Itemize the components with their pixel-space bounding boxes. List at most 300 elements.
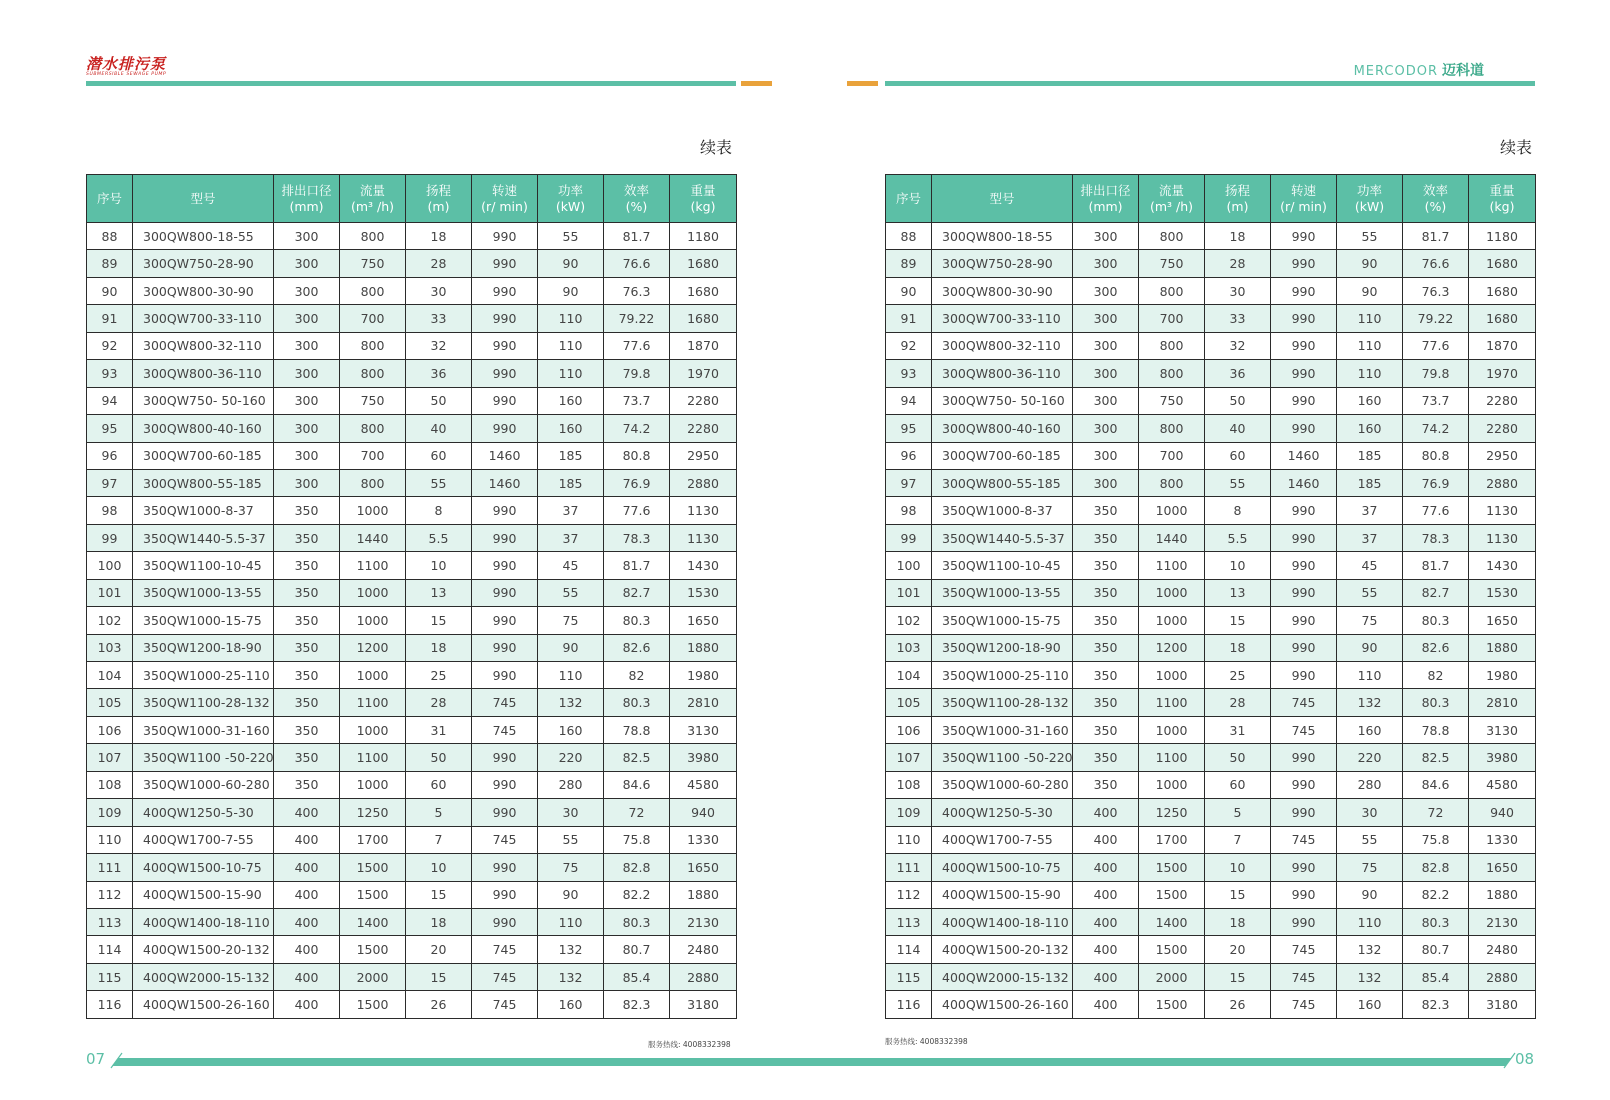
model-cell: 400QW2000-15-132 bbox=[932, 963, 1073, 990]
table-cell: 990 bbox=[472, 634, 538, 661]
table-cell: 30 bbox=[1205, 277, 1271, 304]
table-cell: 185 bbox=[1337, 469, 1403, 496]
table-cell: 76.9 bbox=[1403, 469, 1469, 496]
table-cell: 76.3 bbox=[1403, 277, 1469, 304]
table-cell: 350 bbox=[274, 524, 340, 551]
table-row bbox=[87, 634, 737, 661]
table-cell: 1500 bbox=[340, 881, 406, 908]
table-cell: 77.6 bbox=[604, 332, 670, 359]
table-cell: 1700 bbox=[340, 826, 406, 853]
table-cell: 400 bbox=[274, 991, 340, 1018]
table-cell: 1000 bbox=[340, 716, 406, 743]
table-header-row bbox=[87, 175, 737, 223]
table-cell: 91 bbox=[87, 305, 133, 332]
table-cell: 106 bbox=[87, 716, 133, 743]
table-cell: 1500 bbox=[1139, 936, 1205, 963]
table-cell: 990 bbox=[1271, 662, 1337, 689]
spec-table-left bbox=[86, 174, 737, 1019]
table-row bbox=[87, 908, 737, 935]
column-header: 排出口径 (mm) bbox=[274, 175, 340, 223]
table-cell: 350 bbox=[274, 662, 340, 689]
table-cell: 940 bbox=[1469, 799, 1536, 826]
table-cell: 300 bbox=[1073, 250, 1139, 277]
table-cell: 745 bbox=[1271, 689, 1337, 716]
table-cell: 50 bbox=[406, 387, 472, 414]
table-cell: 990 bbox=[1271, 579, 1337, 606]
table-cell: 80.3 bbox=[1403, 607, 1469, 634]
table-cell: 1100 bbox=[1139, 552, 1205, 579]
table-caption-right: 续表 bbox=[1500, 138, 1533, 157]
table-cell: 160 bbox=[1337, 716, 1403, 743]
table-cell: 10 bbox=[1205, 552, 1271, 579]
table-cell: 1680 bbox=[670, 277, 737, 304]
table-cell: 50 bbox=[1205, 387, 1271, 414]
model-cell: 350QW1100-28-132 bbox=[133, 689, 274, 716]
table-row bbox=[87, 469, 737, 496]
table-cell: 82.5 bbox=[604, 744, 670, 771]
model-cell: 400QW2000-15-132 bbox=[133, 963, 274, 990]
table-row bbox=[87, 991, 737, 1018]
table-cell: 990 bbox=[1271, 744, 1337, 771]
table-cell: 1870 bbox=[1469, 332, 1536, 359]
table-cell: 28 bbox=[406, 250, 472, 277]
table-cell: 72 bbox=[1403, 799, 1469, 826]
header-accent-left bbox=[741, 81, 772, 86]
table-cell: 350 bbox=[1073, 689, 1139, 716]
table-cell: 745 bbox=[472, 689, 538, 716]
table-cell: 300 bbox=[274, 223, 340, 250]
table-cell: 33 bbox=[406, 305, 472, 332]
table-cell: 1000 bbox=[1139, 716, 1205, 743]
table-cell: 50 bbox=[1205, 744, 1271, 771]
table-cell: 82.6 bbox=[1403, 634, 1469, 661]
table-cell: 1000 bbox=[1139, 662, 1205, 689]
table-cell: 745 bbox=[472, 936, 538, 963]
table-cell: 1460 bbox=[1271, 442, 1337, 469]
table-cell: 2000 bbox=[340, 963, 406, 990]
table-cell: 3980 bbox=[670, 744, 737, 771]
table-caption-left: 续表 bbox=[700, 138, 733, 157]
table-cell: 800 bbox=[340, 223, 406, 250]
table-cell: 73.7 bbox=[604, 387, 670, 414]
table-row bbox=[87, 579, 737, 606]
table-cell: 350 bbox=[1073, 662, 1139, 689]
table-cell: 745 bbox=[472, 716, 538, 743]
table-row bbox=[87, 360, 737, 387]
table-cell: 2000 bbox=[1139, 963, 1205, 990]
table-cell: 350 bbox=[274, 579, 340, 606]
table-cell: 990 bbox=[1271, 223, 1337, 250]
table-cell: 1430 bbox=[1469, 552, 1536, 579]
table-cell: 37 bbox=[538, 524, 604, 551]
table-row bbox=[87, 332, 737, 359]
table-cell: 1680 bbox=[1469, 250, 1536, 277]
table-cell: 1500 bbox=[340, 936, 406, 963]
table-row bbox=[87, 662, 737, 689]
table-cell: 82.8 bbox=[604, 854, 670, 881]
model-cell: 400QW1250-5-30 bbox=[932, 799, 1073, 826]
table-cell: 55 bbox=[538, 223, 604, 250]
model-cell: 400QW1500-10-75 bbox=[932, 854, 1073, 881]
table-cell: 700 bbox=[1139, 305, 1205, 332]
table-cell: 745 bbox=[472, 826, 538, 853]
table-cell: 80.3 bbox=[604, 908, 670, 935]
table-cell: 1000 bbox=[1139, 771, 1205, 798]
hotline-right: 服务热线: 4008332398 bbox=[885, 1037, 968, 1046]
table-cell: 5.5 bbox=[406, 524, 472, 551]
table-cell: 800 bbox=[1139, 332, 1205, 359]
table-cell: 90 bbox=[1337, 250, 1403, 277]
table-cell: 92 bbox=[886, 332, 932, 359]
column-header: 型号 bbox=[133, 175, 274, 223]
table-cell: 108 bbox=[87, 771, 133, 798]
table-cell: 101 bbox=[87, 579, 133, 606]
table-cell: 220 bbox=[538, 744, 604, 771]
table-cell: 2810 bbox=[670, 689, 737, 716]
table-cell: 82.3 bbox=[1403, 991, 1469, 1018]
table-row bbox=[886, 332, 1536, 359]
table-cell: 300 bbox=[274, 360, 340, 387]
column-header: 转速 (r/ min) bbox=[472, 175, 538, 223]
table-cell: 114 bbox=[87, 936, 133, 963]
table-cell: 77.6 bbox=[604, 497, 670, 524]
table-cell: 55 bbox=[538, 579, 604, 606]
table-cell: 101 bbox=[886, 579, 932, 606]
table-cell: 1500 bbox=[340, 854, 406, 881]
table-cell: 300 bbox=[274, 277, 340, 304]
table-cell: 160 bbox=[538, 991, 604, 1018]
table-cell: 79.22 bbox=[604, 305, 670, 332]
table-cell: 13 bbox=[406, 579, 472, 606]
table-cell: 400 bbox=[274, 826, 340, 853]
table-cell: 109 bbox=[87, 799, 133, 826]
table-row bbox=[87, 689, 737, 716]
table-cell: 990 bbox=[472, 771, 538, 798]
table-cell: 990 bbox=[472, 881, 538, 908]
column-header: 效率 (%) bbox=[604, 175, 670, 223]
table-cell: 400 bbox=[274, 854, 340, 881]
table-cell: 26 bbox=[1205, 991, 1271, 1018]
table-cell: 37 bbox=[538, 497, 604, 524]
table-cell: 5 bbox=[406, 799, 472, 826]
table-cell: 3980 bbox=[1469, 744, 1536, 771]
table-cell: 990 bbox=[472, 908, 538, 935]
table-cell: 80.3 bbox=[1403, 908, 1469, 935]
table-cell: 1100 bbox=[340, 552, 406, 579]
model-cell: 350QW1000-60-280 bbox=[932, 771, 1073, 798]
table-cell: 185 bbox=[538, 469, 604, 496]
table-cell: 990 bbox=[1271, 881, 1337, 908]
column-header: 流量 (m³ /h) bbox=[1139, 175, 1205, 223]
table-cell: 106 bbox=[886, 716, 932, 743]
model-cell: 400QW1500-20-132 bbox=[133, 936, 274, 963]
model-cell: 300QW800-18-55 bbox=[932, 223, 1073, 250]
table-cell: 1880 bbox=[670, 634, 737, 661]
table-cell: 109 bbox=[886, 799, 932, 826]
table-cell: 990 bbox=[472, 524, 538, 551]
model-cell: 300QW700-33-110 bbox=[133, 305, 274, 332]
table-cell: 990 bbox=[472, 744, 538, 771]
table-cell: 90 bbox=[538, 277, 604, 304]
column-header: 功率 (kW) bbox=[1337, 175, 1403, 223]
table-cell: 350 bbox=[1073, 524, 1139, 551]
model-cell: 350QW1000-8-37 bbox=[133, 497, 274, 524]
table-cell: 185 bbox=[1337, 442, 1403, 469]
table-cell: 160 bbox=[538, 415, 604, 442]
table-cell: 990 bbox=[472, 662, 538, 689]
table-cell: 990 bbox=[472, 799, 538, 826]
table-cell: 73.7 bbox=[1403, 387, 1469, 414]
table-cell: 80.7 bbox=[1403, 936, 1469, 963]
table-row bbox=[886, 250, 1536, 277]
table-cell: 25 bbox=[406, 662, 472, 689]
model-cell: 300QW800-36-110 bbox=[932, 360, 1073, 387]
table-cell: 132 bbox=[1337, 963, 1403, 990]
table-cell: 100 bbox=[886, 552, 932, 579]
table-cell: 132 bbox=[538, 936, 604, 963]
table-cell: 78.8 bbox=[604, 716, 670, 743]
model-cell: 400QW1500-15-90 bbox=[133, 881, 274, 908]
table-cell: 31 bbox=[1205, 716, 1271, 743]
table-cell: 990 bbox=[1271, 250, 1337, 277]
table-cell: 75.8 bbox=[604, 826, 670, 853]
table-cell: 82 bbox=[1403, 662, 1469, 689]
column-header: 排出口径 (mm) bbox=[1073, 175, 1139, 223]
table-cell: 15 bbox=[406, 963, 472, 990]
table-cell: 300 bbox=[1073, 442, 1139, 469]
table-cell: 1500 bbox=[340, 991, 406, 1018]
table-cell: 1130 bbox=[1469, 497, 1536, 524]
table-cell: 10 bbox=[406, 854, 472, 881]
table-cell: 990 bbox=[472, 415, 538, 442]
table-cell: 300 bbox=[274, 469, 340, 496]
table-cell: 60 bbox=[1205, 771, 1271, 798]
table-cell: 300 bbox=[1073, 305, 1139, 332]
table-cell: 107 bbox=[87, 744, 133, 771]
table-cell: 2480 bbox=[670, 936, 737, 963]
table-cell: 300 bbox=[1073, 332, 1139, 359]
table-cell: 74.2 bbox=[604, 415, 670, 442]
table-cell: 108 bbox=[886, 771, 932, 798]
column-header: 重量 (kg) bbox=[1469, 175, 1536, 223]
table-cell: 100 bbox=[87, 552, 133, 579]
table-cell: 1530 bbox=[1469, 579, 1536, 606]
table-cell: 1130 bbox=[670, 497, 737, 524]
table-cell: 104 bbox=[87, 662, 133, 689]
table-cell: 88 bbox=[87, 223, 133, 250]
table-cell: 750 bbox=[340, 387, 406, 414]
table-cell: 132 bbox=[1337, 689, 1403, 716]
table-cell: 1200 bbox=[340, 634, 406, 661]
table-cell: 78.3 bbox=[604, 524, 670, 551]
table-cell: 81.7 bbox=[604, 552, 670, 579]
table-row bbox=[886, 689, 1536, 716]
table-cell: 2130 bbox=[670, 908, 737, 935]
table-cell: 990 bbox=[1271, 771, 1337, 798]
table-cell: 1330 bbox=[670, 826, 737, 853]
table-cell: 7 bbox=[406, 826, 472, 853]
table-cell: 800 bbox=[1139, 469, 1205, 496]
table-row bbox=[87, 799, 737, 826]
table-cell: 990 bbox=[472, 552, 538, 579]
column-header: 型号 bbox=[932, 175, 1073, 223]
table-cell: 81.7 bbox=[1403, 552, 1469, 579]
model-cell: 400QW1500-20-132 bbox=[932, 936, 1073, 963]
table-cell: 745 bbox=[472, 991, 538, 1018]
table-row bbox=[87, 716, 737, 743]
table-cell: 400 bbox=[1073, 799, 1139, 826]
table-row bbox=[886, 634, 1536, 661]
table-cell: 400 bbox=[1073, 936, 1139, 963]
model-cell: 300QW700-60-185 bbox=[133, 442, 274, 469]
table-cell: 110 bbox=[1337, 332, 1403, 359]
table-cell: 81.7 bbox=[1403, 223, 1469, 250]
table-cell: 2880 bbox=[670, 469, 737, 496]
table-cell: 1000 bbox=[340, 607, 406, 634]
table-cell: 350 bbox=[274, 607, 340, 634]
model-cell: 350QW1440-5.5-37 bbox=[932, 524, 1073, 551]
table-cell: 1100 bbox=[340, 744, 406, 771]
table-cell: 55 bbox=[1337, 223, 1403, 250]
table-cell: 13 bbox=[1205, 579, 1271, 606]
table-cell: 132 bbox=[538, 963, 604, 990]
table-cell: 990 bbox=[472, 579, 538, 606]
table-cell: 26 bbox=[406, 991, 472, 1018]
model-cell: 350QW1000-25-110 bbox=[932, 662, 1073, 689]
table-cell: 350 bbox=[1073, 771, 1139, 798]
table-cell: 1880 bbox=[1469, 634, 1536, 661]
table-cell: 1000 bbox=[1139, 497, 1205, 524]
table-cell: 220 bbox=[1337, 744, 1403, 771]
table-cell: 1650 bbox=[1469, 854, 1536, 881]
table-cell: 90 bbox=[538, 634, 604, 661]
table-cell: 15 bbox=[1205, 607, 1271, 634]
table-cell: 112 bbox=[87, 881, 133, 908]
table-cell: 107 bbox=[886, 744, 932, 771]
table-cell: 75 bbox=[538, 607, 604, 634]
table-cell: 280 bbox=[538, 771, 604, 798]
column-header: 转速 (r/ min) bbox=[1271, 175, 1337, 223]
table-cell: 2950 bbox=[670, 442, 737, 469]
table-cell: 90 bbox=[1337, 634, 1403, 661]
table-cell: 15 bbox=[406, 881, 472, 908]
brand-english: MERCODOR bbox=[1353, 64, 1438, 79]
table-cell: 990 bbox=[1271, 277, 1337, 304]
model-cell: 300QW800-55-185 bbox=[932, 469, 1073, 496]
table-cell: 350 bbox=[274, 771, 340, 798]
table-cell: 98 bbox=[886, 497, 932, 524]
model-cell: 300QW800-30-90 bbox=[133, 277, 274, 304]
table-cell: 85.4 bbox=[1403, 963, 1469, 990]
table-cell: 76.6 bbox=[604, 250, 670, 277]
table-cell: 102 bbox=[87, 607, 133, 634]
table-row bbox=[886, 277, 1536, 304]
table-cell: 5.5 bbox=[1205, 524, 1271, 551]
table-cell: 800 bbox=[1139, 360, 1205, 387]
table-cell: 2280 bbox=[1469, 415, 1536, 442]
table-row bbox=[886, 854, 1536, 881]
table-cell: 750 bbox=[1139, 387, 1205, 414]
table-cell: 1680 bbox=[670, 250, 737, 277]
table-cell: 1130 bbox=[1469, 524, 1536, 551]
table-cell: 20 bbox=[1205, 936, 1271, 963]
table-cell: 77.6 bbox=[1403, 497, 1469, 524]
table-cell: 1250 bbox=[340, 799, 406, 826]
table-row bbox=[886, 223, 1536, 250]
table-cell: 400 bbox=[1073, 826, 1139, 853]
table-cell: 990 bbox=[1271, 854, 1337, 881]
table-cell: 1180 bbox=[670, 223, 737, 250]
model-cell: 350QW1200-18-90 bbox=[133, 634, 274, 661]
table-cell: 110 bbox=[87, 826, 133, 853]
header-bar-left bbox=[86, 81, 736, 86]
table-cell: 76.3 bbox=[604, 277, 670, 304]
table-row bbox=[87, 305, 737, 332]
table-row bbox=[886, 305, 1536, 332]
table-cell: 800 bbox=[340, 332, 406, 359]
table-cell: 1650 bbox=[1469, 607, 1536, 634]
table-cell: 1980 bbox=[670, 662, 737, 689]
table-cell: 990 bbox=[1271, 799, 1337, 826]
table-cell: 1700 bbox=[1139, 826, 1205, 853]
table-cell: 30 bbox=[406, 277, 472, 304]
table-cell: 30 bbox=[1337, 799, 1403, 826]
table-cell: 1440 bbox=[340, 524, 406, 551]
table-row bbox=[886, 936, 1536, 963]
model-cell: 300QW750- 50-160 bbox=[133, 387, 274, 414]
table-cell: 3130 bbox=[670, 716, 737, 743]
table-cell: 18 bbox=[1205, 908, 1271, 935]
table-cell: 3130 bbox=[1469, 716, 1536, 743]
table-cell: 110 bbox=[1337, 360, 1403, 387]
table-cell: 50 bbox=[406, 744, 472, 771]
table-row bbox=[87, 415, 737, 442]
table-cell: 95 bbox=[886, 415, 932, 442]
table-cell: 990 bbox=[1271, 908, 1337, 935]
table-cell: 300 bbox=[274, 415, 340, 442]
table-cell: 28 bbox=[406, 689, 472, 716]
table-cell: 55 bbox=[1337, 579, 1403, 606]
table-cell: 3180 bbox=[670, 991, 737, 1018]
table-cell: 300 bbox=[1073, 277, 1139, 304]
table-cell: 400 bbox=[274, 908, 340, 935]
model-cell: 350QW1100 -50-220 bbox=[133, 744, 274, 771]
table-cell: 1130 bbox=[670, 524, 737, 551]
spec-table-right bbox=[885, 174, 1536, 1019]
table-cell: 82.2 bbox=[1403, 881, 1469, 908]
table-cell: 60 bbox=[406, 771, 472, 798]
table-cell: 990 bbox=[1271, 360, 1337, 387]
model-cell: 400QW1500-10-75 bbox=[133, 854, 274, 881]
table-cell: 80.8 bbox=[1403, 442, 1469, 469]
table-cell: 93 bbox=[886, 360, 932, 387]
table-cell: 1880 bbox=[1469, 881, 1536, 908]
table-cell: 80.3 bbox=[1403, 689, 1469, 716]
table-cell: 79.8 bbox=[1403, 360, 1469, 387]
model-cell: 400QW1500-26-160 bbox=[932, 991, 1073, 1018]
table-cell: 102 bbox=[886, 607, 932, 634]
table-cell: 160 bbox=[1337, 415, 1403, 442]
model-cell: 300QW800-32-110 bbox=[932, 332, 1073, 359]
brand-chinese: 迈科道 bbox=[1442, 63, 1484, 79]
table-cell: 78.8 bbox=[1403, 716, 1469, 743]
model-cell: 350QW1000-8-37 bbox=[932, 497, 1073, 524]
table-cell: 110 bbox=[886, 826, 932, 853]
table-cell: 1530 bbox=[670, 579, 737, 606]
table-cell: 113 bbox=[886, 908, 932, 935]
table-cell: 2880 bbox=[1469, 469, 1536, 496]
table-cell: 90 bbox=[538, 250, 604, 277]
